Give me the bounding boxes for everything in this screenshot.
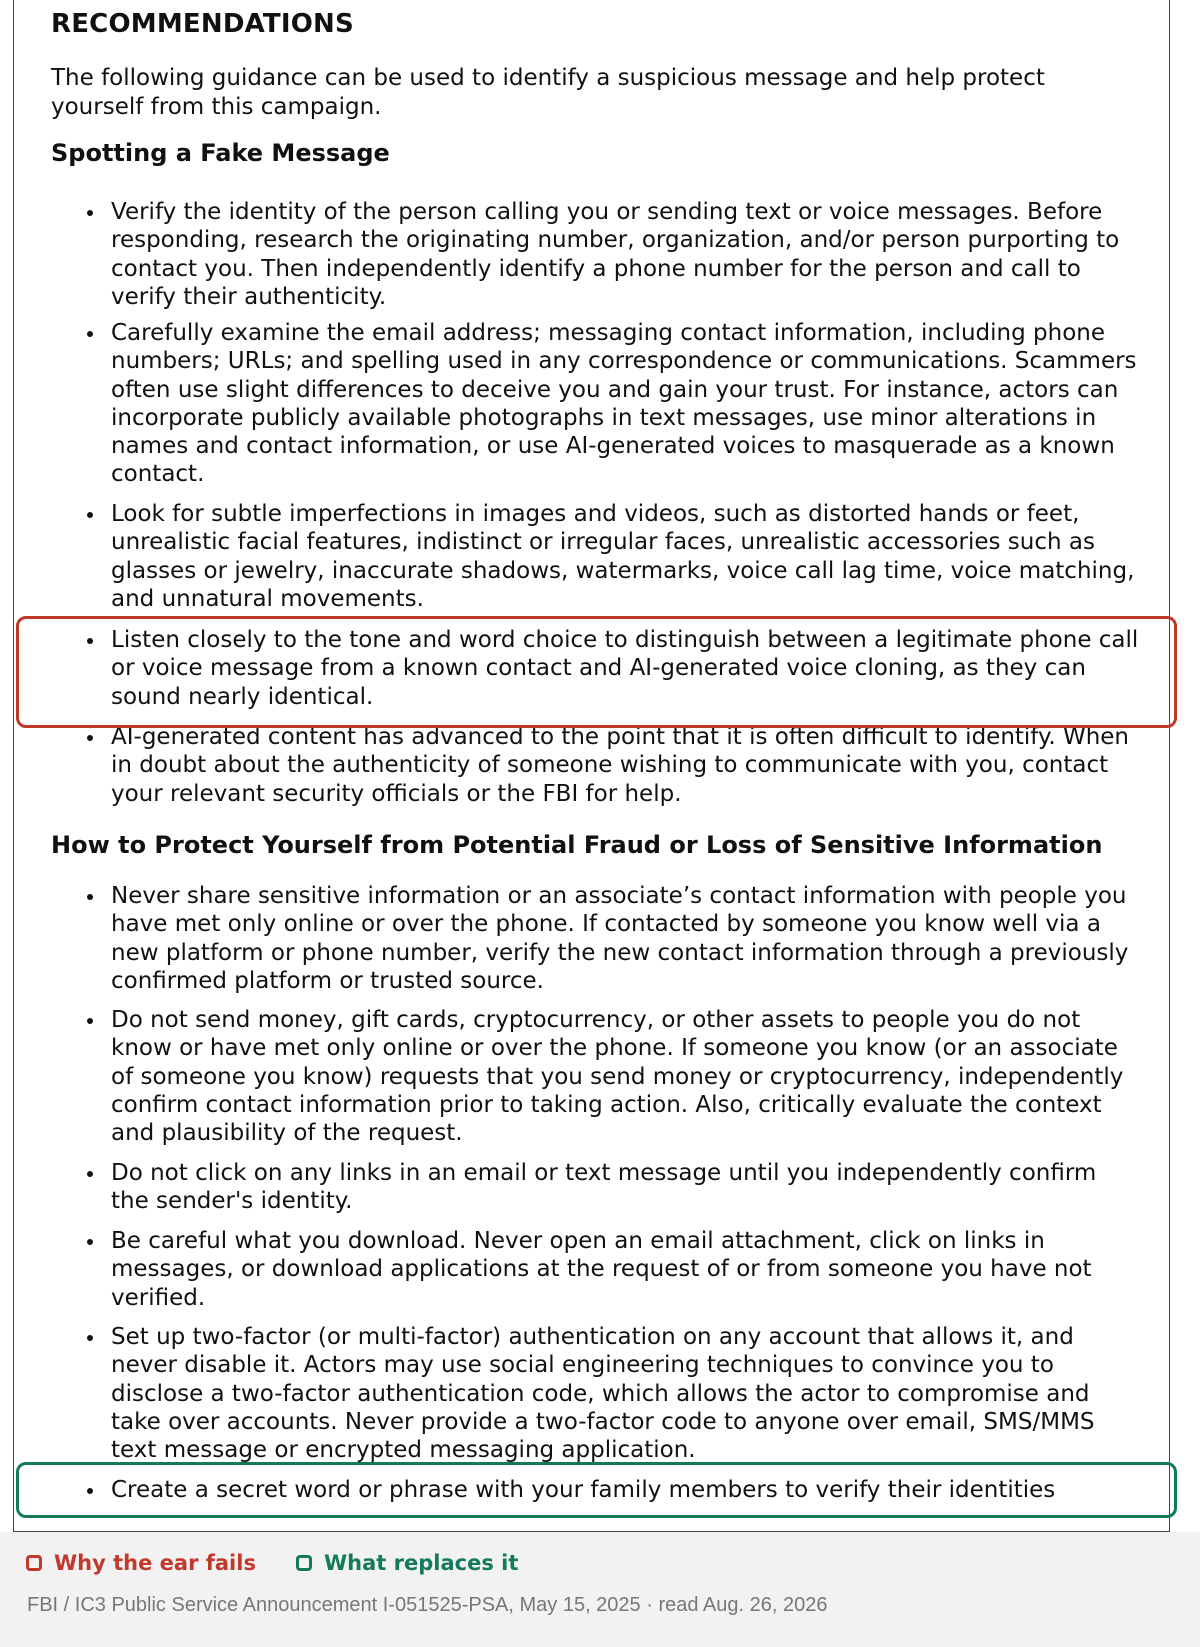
list-item: Do not send money, gift cards, cryptocurrency, or other assets to people you do not know or have met only online or over the phone. If someone you know (or an associate of someone you know) requests that you send money or cryptocurrency, independently confirm contact information prior to taking action. Also, critically evaluate the context and plausibility of the request. <box>51 1006 1141 1147</box>
legend-what-replaces-it <box>296 1551 518 1575</box>
list-item: Verify the identity of the person calling you or sending text or voice messages. Before responding, research the originating number, organization, and/or person purporting to contact you. Then independently identify a phone number for the person and call to verify their authenticity. <box>51 198 1141 311</box>
list-item: Create a secret word or phrase with your family members to verify their identities <box>51 1476 1141 1504</box>
list-item: Listen closely to the tone and word choice to distinguish between a legitimate phone call or voice message from a known contact and AI-generated voice cloning, as they can sound nearly identical. <box>51 626 1141 711</box>
list-item: Set up two-factor (or multi-factor) authentication on any account that allows it, and never disable it. Actors may use social engineering techniques to convince you to disclose a two-factor authentication code, which allows the actor to compromise and take over accounts. Never provide a two-factor code to anyone over email, SMS/MMS text message or encrypted messaging application. <box>51 1323 1141 1464</box>
list-item: AI-generated content has advanced to the point that it is often difficult to identify. When in doubt about the authenticity of someone wishing to communicate with you, contact your relevant security officials or the FBI for help. <box>51 723 1141 808</box>
legend-green-label: What replaces it <box>324 1551 519 1575</box>
intro-paragraph: The following guidance can be used to identify a suspicious message and help protect yourself from this campaign. <box>51 65 1045 120</box>
annotation-footer <box>0 1532 1200 1647</box>
green-box-swatch-icon <box>296 1555 312 1571</box>
list-item: Look for subtle imperfections in images and videos, such as distorted hands or feet, unrealistic facial features, indistinct or irregular faces, unrealistic accessories such as glasses or jewelry, inaccurate shadows, watermarks, voice call lag time, voice matching, and unnatural movements. <box>51 500 1141 613</box>
legend-red-label: Why the ear fails <box>54 1551 256 1575</box>
document-page <box>13 0 1170 1532</box>
legend-why-ear-fails <box>26 1551 256 1575</box>
spotting-fake-heading: Spotting a Fake Message <box>51 139 390 167</box>
list-item: Do not click on any links in an email or text message until you independently confirm the sender's identity. <box>51 1159 1141 1216</box>
protect-yourself-heading: How to Protect Yourself from Potential Fraud or Loss of Sensitive Information <box>51 831 1103 859</box>
list-item: Carefully examine the email address; messaging contact information, including phone numbers; URLs; and spelling used in any correspondence or communications. Scammers often use slight differences to deceive you and gain your trust. For instance, actors can incorporate publicly available photographs in text messages, use minor alterations in names and contact information, or use AI-generated voices to masquerade as a known contact. <box>51 319 1141 489</box>
red-box-swatch-icon <box>26 1555 42 1571</box>
list-item: Be careful what you download. Never open an email attachment, click on links in messages, or download applications at the request of or from someone you have not verified. <box>51 1227 1141 1312</box>
source-citation: FBI / IC3 Public Service Announcement I-051525-PSA, May 15, 2025 · read Aug. 26, 2026 <box>27 1594 828 1616</box>
list-item: Never share sensitive information or an associate’s contact information with people you have met only online or over the phone. If contacted by someone you know well via a new platform or phone number, verify the new contact information through a previously confirmed platform or trusted source. <box>51 882 1141 995</box>
recommendations-heading: RECOMMENDATIONS <box>51 9 354 39</box>
